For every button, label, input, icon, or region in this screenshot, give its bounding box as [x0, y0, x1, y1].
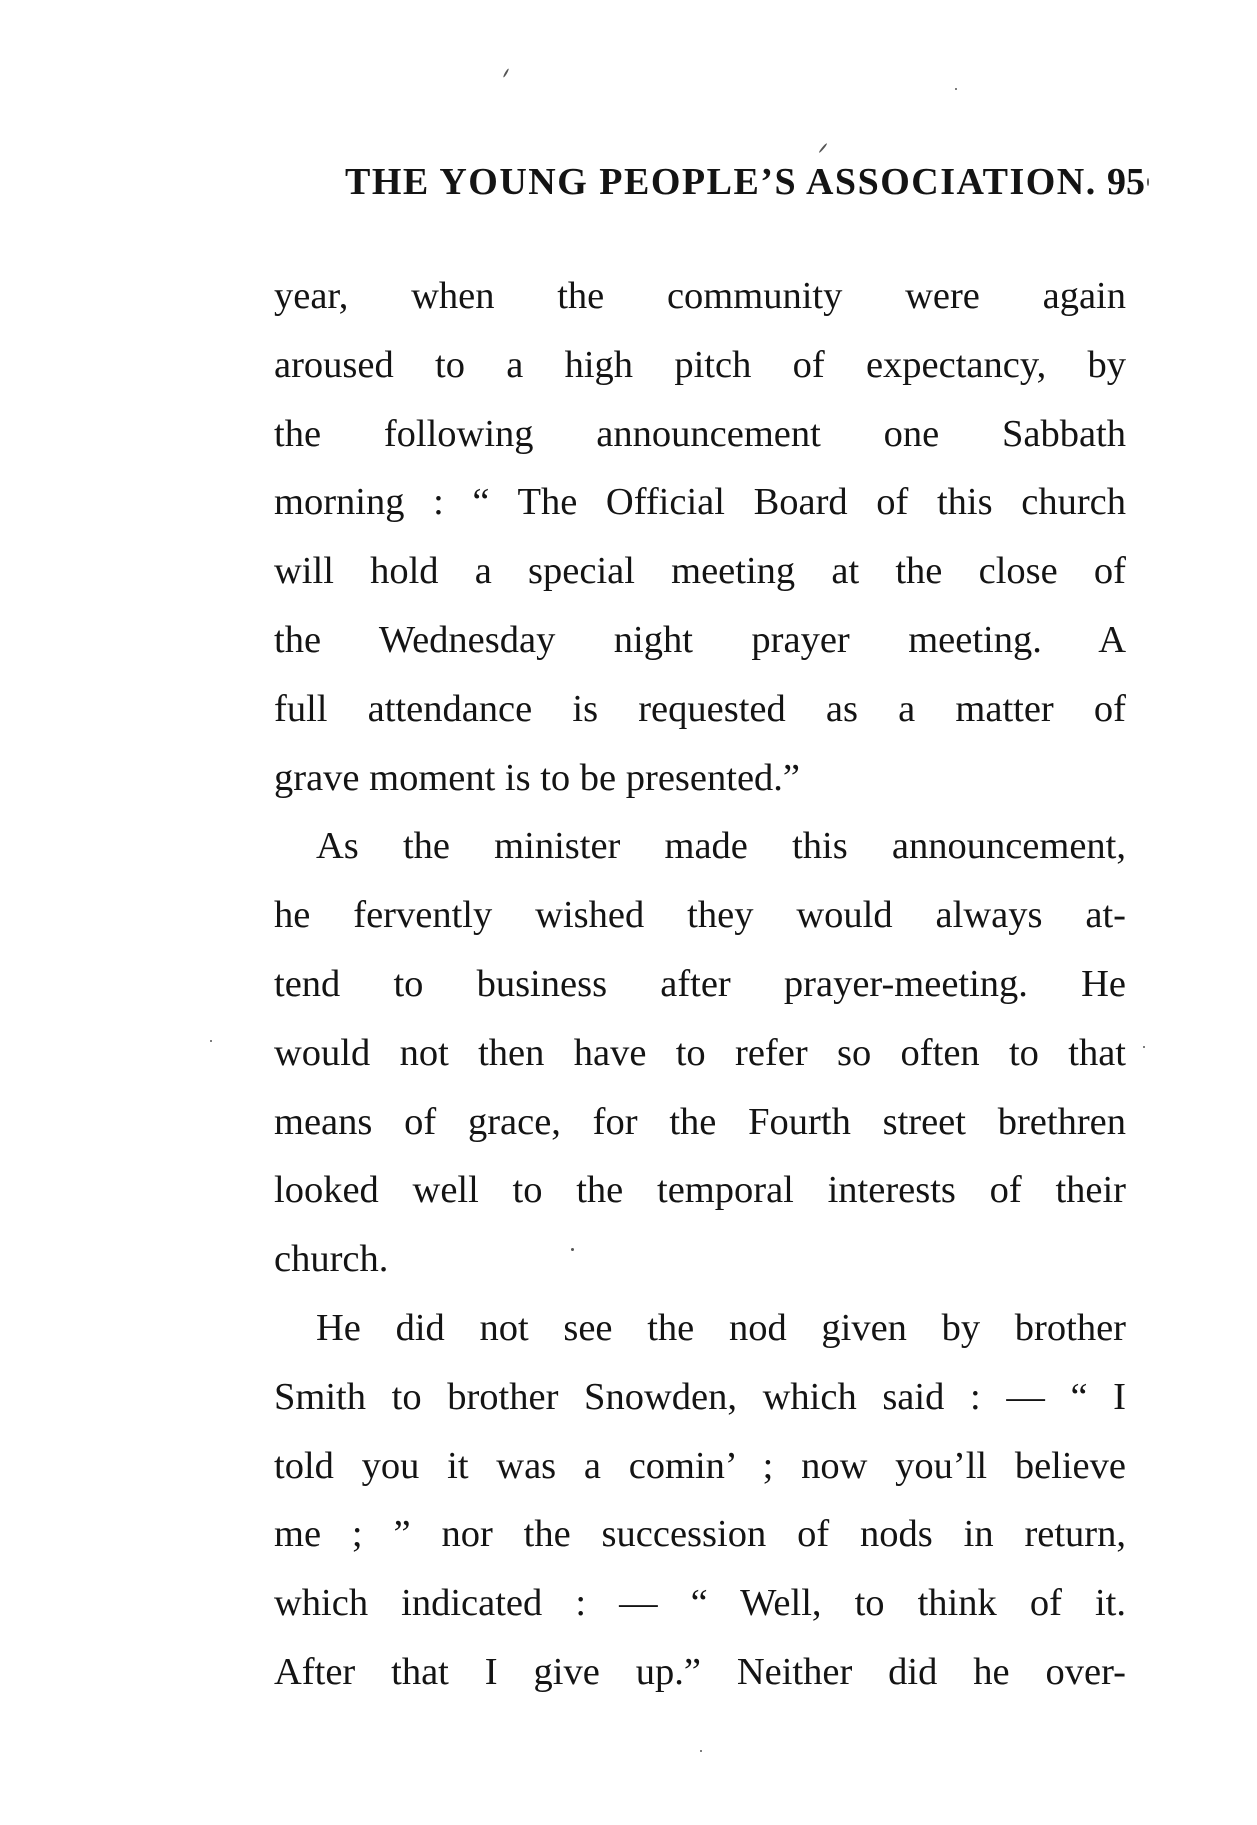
text-line: looked well to the temporal interests of their	[274, 1169, 1126, 1212]
paper-speck	[700, 1750, 702, 1752]
paper-speck	[1147, 178, 1149, 186]
text-line: the following announcement one Sabbath	[274, 412, 1126, 455]
text-line: will hold a special meeting at the close of	[274, 550, 1126, 593]
text-line: would not then have to refer so often to that	[274, 1031, 1126, 1074]
paper-speck	[210, 1040, 212, 1042]
paper-speck	[571, 1248, 574, 1251]
paper-speck	[503, 68, 510, 78]
text-line: morning : “ The Official Board of this church	[274, 481, 1126, 524]
text-line: he fervently wished they would always at-	[274, 894, 1126, 937]
text-line: As the minister made this announcement,	[316, 825, 1126, 868]
text-line: aroused to a high pitch of expectancy, by	[274, 343, 1126, 386]
text-line: full attendance is requested as a matter of	[274, 687, 1126, 730]
text-line: tend to business after prayer-meeting. He	[274, 962, 1126, 1005]
text-line: the Wednesday night prayer meeting. A	[274, 618, 1126, 661]
paper-speck	[955, 88, 957, 90]
running-head	[345, 160, 1145, 220]
text-line: me ; ” nor the succession of nods in return,	[274, 1513, 1126, 1556]
text-line: year, when the community were again	[274, 275, 1126, 317]
text-line: church.	[274, 1238, 389, 1281]
running-title: THE YOUNG PEOPLE’S ASSOCIATION.	[345, 161, 1097, 203]
body-text	[274, 262, 1126, 1707]
text-line: Smith to brother Snowden, which said : — “ I	[274, 1375, 1126, 1418]
text-line: which indicated : — “ Well, to think of it.	[274, 1582, 1126, 1625]
paper-speck	[1143, 1046, 1145, 1048]
text-line: grave moment is to be presented.”	[274, 756, 800, 799]
text-line: After that I give up.” Neither did he over-	[274, 1650, 1126, 1693]
text-line: He did not see the nod given by brother	[316, 1306, 1126, 1349]
page-number: 95	[1107, 161, 1145, 203]
paper-speck	[818, 143, 827, 153]
text-line: means of grace, for the Fourth street brethren	[274, 1100, 1126, 1143]
text-line: told you it was a comin’ ; now you’ll believe	[274, 1444, 1126, 1487]
